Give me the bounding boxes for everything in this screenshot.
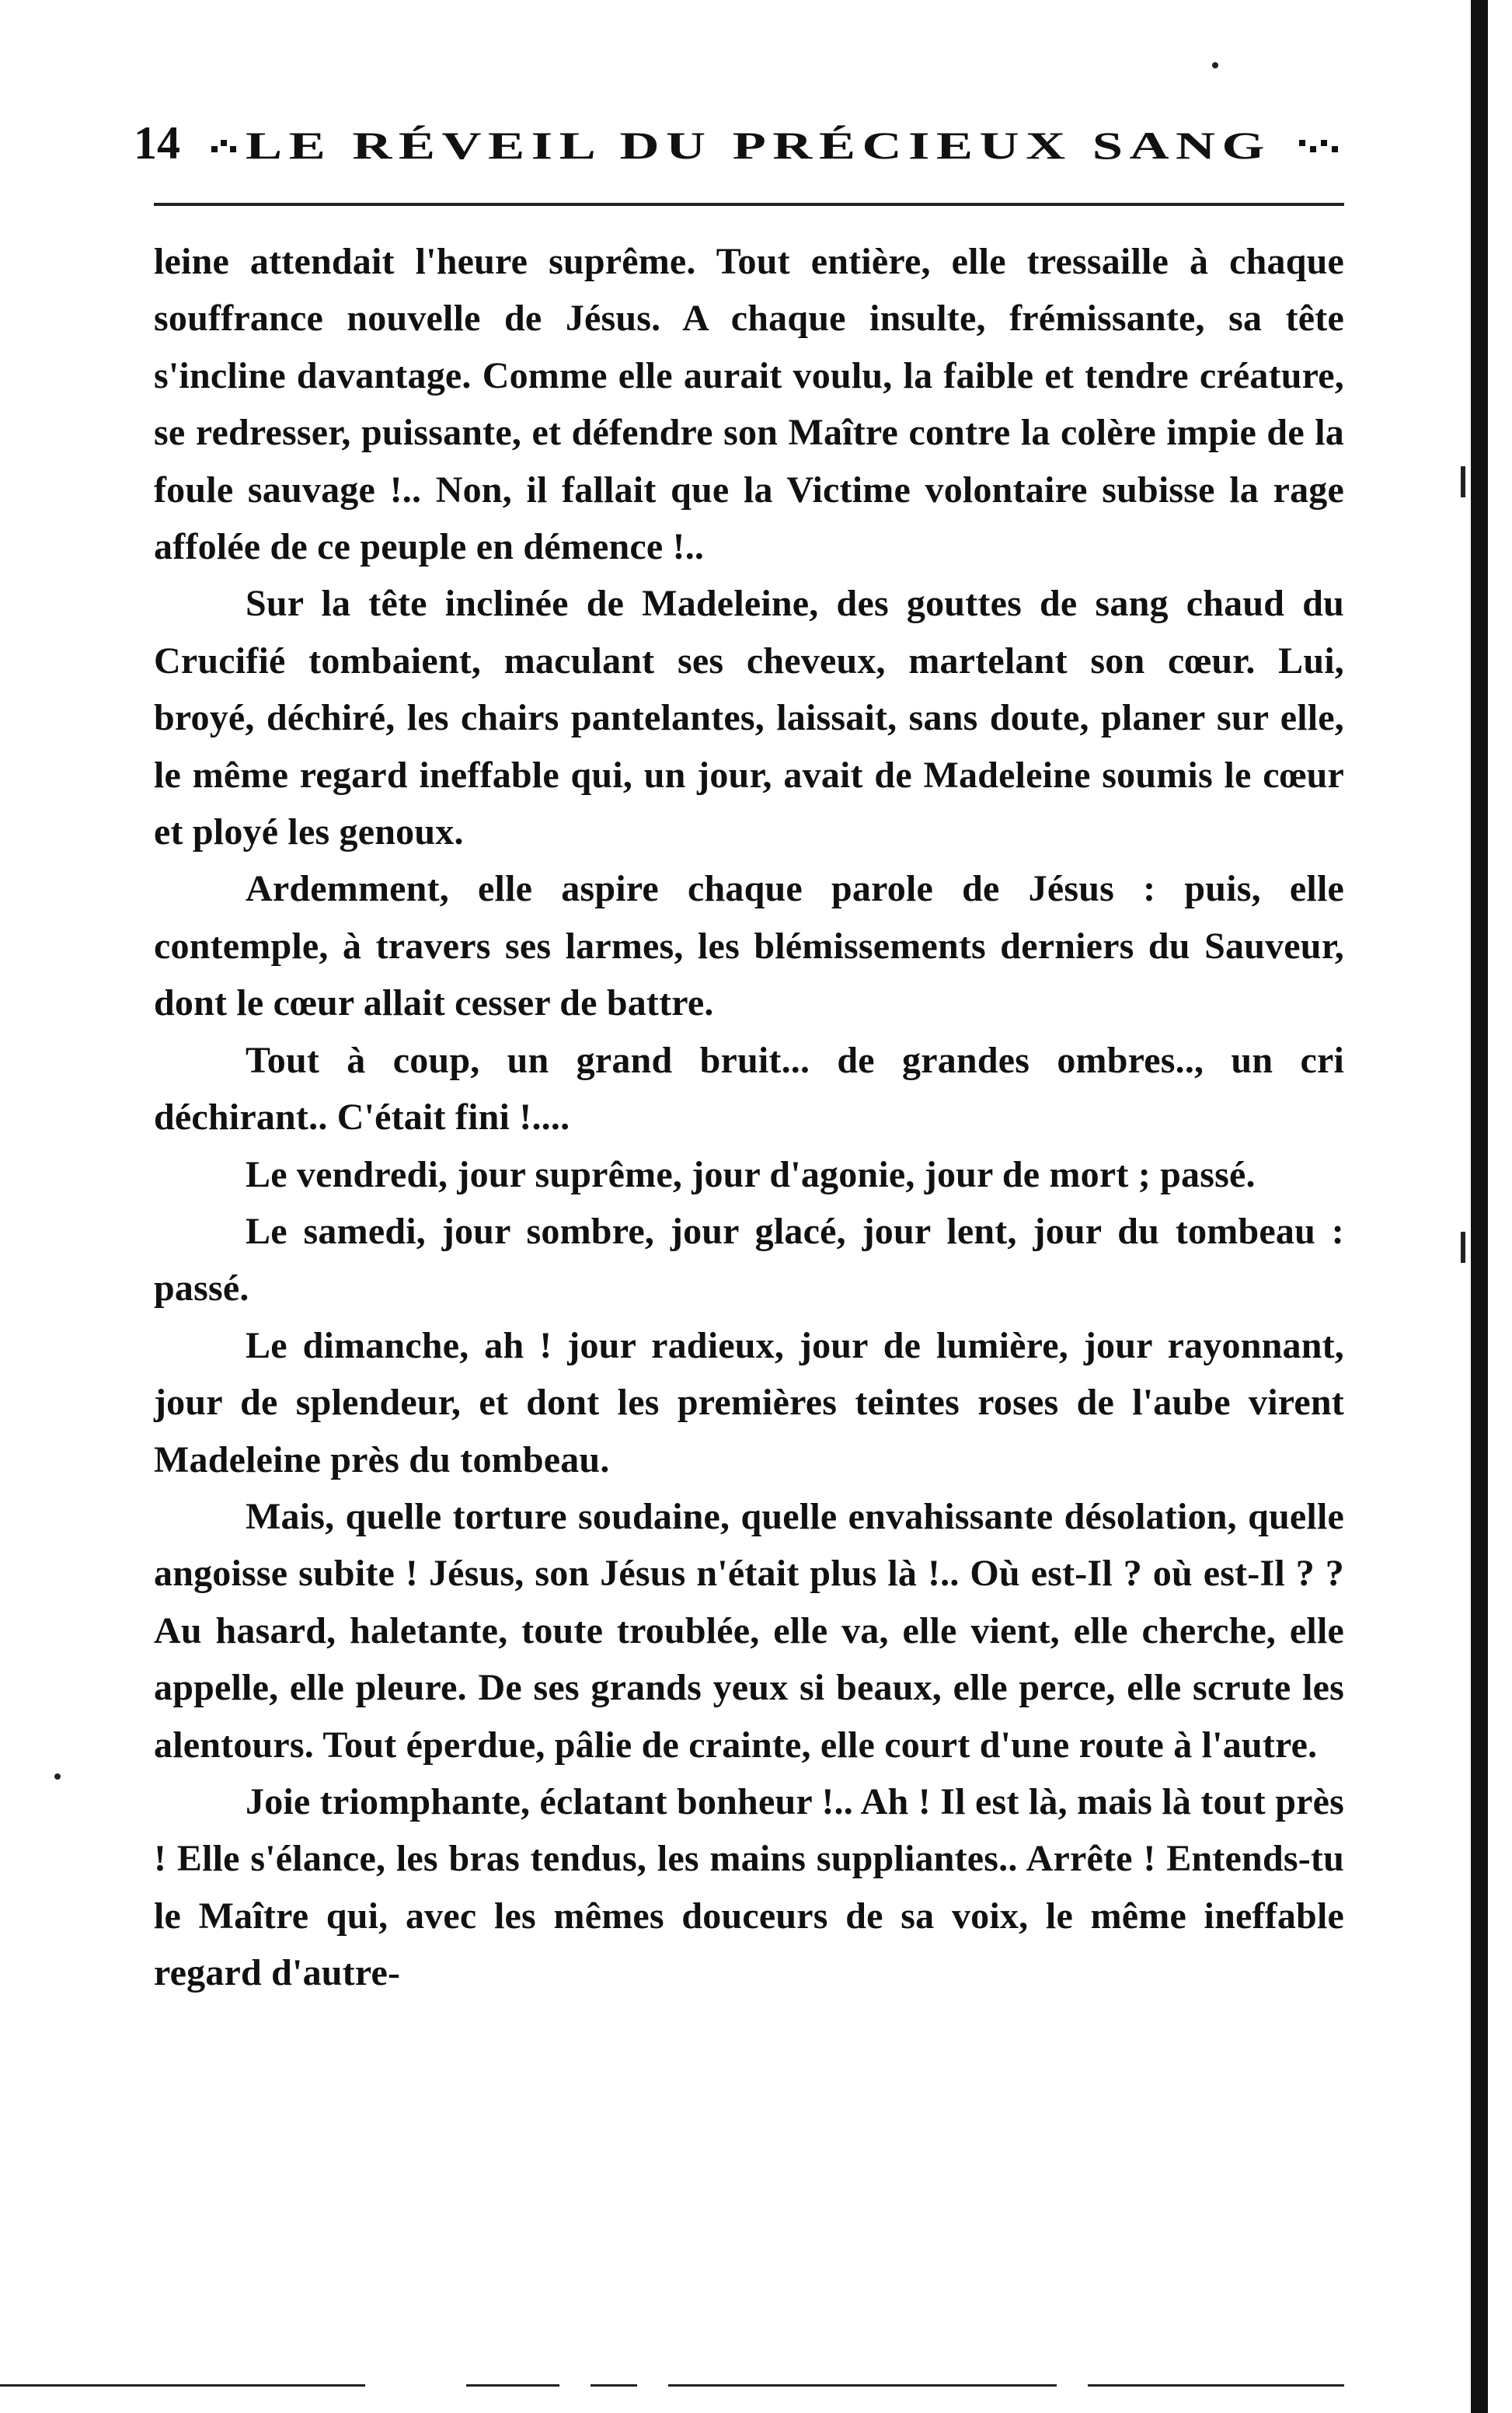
page-edge-bar	[1471, 0, 1488, 2413]
paragraph: Le dimanche, ah ! jour radieux, jour de lumière, jour rayonnant, jour de splendeur, et dont les premières teintes roses de l'aube virent Madeleine près du tombeau.	[154, 1324, 1344, 1480]
running-head-ornament	[211, 117, 1346, 171]
paragraph: leine attendait l'heure suprême. Tout entière, elle tressaille à chaque souffrance nouvelle de Jésus. A chaque insulte, frémissante, sa tête s'incline davantage. Comme elle aurait voulu, la faible et tendre créature, se redresser, puissante, et défendre son Maître contre la colère impie de la foule sauvage !.. Non, il fallait que la Victime volontaire subisse la rage affolée de ce peuple en démence !..	[154, 241, 1344, 568]
paragraph: Sur la tête inclinée de Madeleine, des gouttes de sang chaud du Crucifié tombaient, maculant ses cheveux, martelant son cœur. Lui, broyé, déchiré, les chairs pantelantes, laissait, sans doute, planer sur elle, le même regard ineffable qui, un jour, avait de Madeleine soumis le cœur et ployé les genoux.	[154, 583, 1344, 853]
paragraph: Tout à coup, un grand bruit... de grandes ombres.., un cri déchirant.. C'était fini !....	[154, 1039, 1344, 1139]
bottom-rule	[0, 2384, 365, 2387]
margin-dot	[1212, 62, 1218, 68]
header-rule	[154, 203, 1344, 206]
paragraph: Mais, quelle torture soudaine, quelle envahissante désolation, quelle angoisse subite ! Jésus, son Jésus n'était plus là !.. Où est-Il ? où est-Il ? ? Au hasard, haletante, toute troublée, elle va, elle vient, elle cherche, elle appelle, elle pleure. De ses grands yeux si beaux, elle perce, elle scrute les alentours. Tout éperdue, pâlie de crainte, elle court d'une route à l'autre.	[154, 1495, 1344, 1766]
decorative-title-icon	[211, 117, 1346, 171]
body-text	[154, 233, 1344, 2002]
paragraph: Joie triomphante, éclatant bonheur !.. Ah ! Il est là, mais là tout près ! Elle s'élance, les bras tendus, les mains suppliantes.. Arrête ! Entends-tu le Maître qui, avec les mêmes douceurs de sa voix, le même ineffable regard d'autre-	[154, 1780, 1344, 1994]
margin-tick	[1461, 1232, 1465, 1263]
page-number: 14	[134, 117, 180, 169]
margin-tick	[1461, 466, 1465, 497]
bottom-rule	[1088, 2384, 1344, 2387]
paragraph: Le vendredi, jour suprême, jour d'agonie, jour de mort ; passé.	[246, 1153, 1256, 1195]
running-head-text: LE RÉVEIL DU PRÉCIEUX SANG	[246, 124, 1271, 167]
paragraph: Ardemment, elle aspire chaque parole de Jésus : puis, elle contemple, à travers ses larmes, les blémissements derniers du Sauveur, dont le cœur allait cesser de battre.	[154, 868, 1344, 1024]
bottom-rule	[668, 2384, 1057, 2387]
bottom-rule	[591, 2384, 637, 2387]
bottom-rule	[466, 2384, 559, 2387]
margin-dot	[54, 1773, 61, 1780]
paragraph: Le samedi, jour sombre, jour glacé, jour lent, jour du tombeau : passé.	[154, 1210, 1344, 1309]
